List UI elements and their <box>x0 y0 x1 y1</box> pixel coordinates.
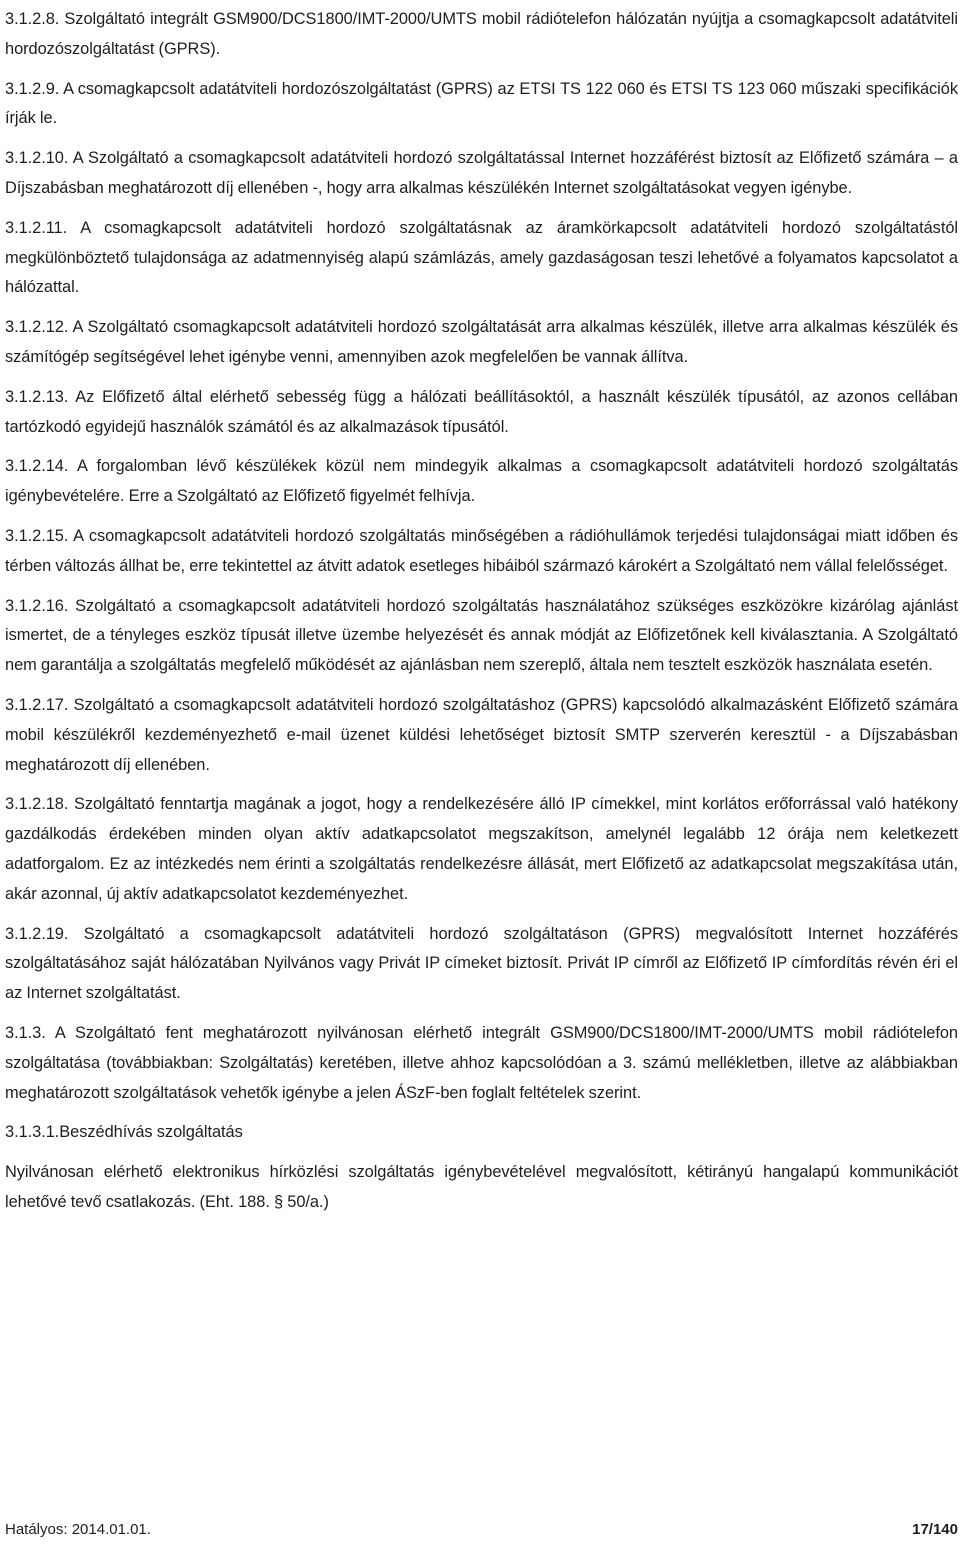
page-footer <box>5 1517 958 1543</box>
page-number: 17/140 <box>912 1521 958 1538</box>
paragraph-text: A Szolgáltató fent meghatározott nyilvánosan elérhető integrált GSM900/DCS1800/IMT-2000/UMTS mobil rádiótelefon szolgáltatása (továbbiakban: Szolgáltatás) keretében, illetve ahhoz kapcsolódóan a 3. számú mellékletben, illetve az alábbiakban meghatározott szolgáltatások vehetők igénybe a jelen ÁSzF-ben foglalt feltételek szerint. <box>5 1023 958 1102</box>
paragraph-text: A csomagkapcsolt adatátviteli hordozószolgáltatást (GPRS) az ETSI TS 122 060 és ETSI TS 123 060 műszaki specifikációk írják le. <box>5 79 958 128</box>
paragraph-3-1-2-18 <box>5 790 958 909</box>
paragraph-number: 3.1.2.9. <box>5 79 60 98</box>
effective-date: Hatályos: 2014.01.01. <box>5 1521 151 1538</box>
paragraph-text: A csomagkapcsolt adatátviteli hordozó szolgáltatásnak az áramkörkapcsolt adatátviteli hordozó szolgáltatástól megkülönböztető tulajdonsága az adatmennyiség alapú számlázás, amely gazdaságosan teszi lehetővé a folyamatos kapcsolatot a hálózattal. <box>5 218 958 297</box>
paragraph-text: A forgalomban lévő készülékek közül nem mindegyik alkalmas a csomagkapcsolt adatátviteli hordozó szolgáltatás igénybevételére. Erre a Szolgáltató az Előfizető figyelmét felhívja. <box>5 457 958 506</box>
paragraph-number: 3.1.3.1. <box>5 1123 60 1142</box>
paragraph-number: 3.1.2.17. <box>5 695 69 714</box>
paragraph-3-1-3 <box>5 1019 958 1108</box>
paragraph-text: Az Előfizető által elérhető sebesség függ a hálózati beállításoktól, a használt készülék típusától, az azonos cellában tartózkodó egyidejű használók számától és az alkalmazások típusától. <box>5 387 958 436</box>
paragraph-3-1-2-9 <box>5 75 958 135</box>
paragraph-definition <box>5 1158 958 1218</box>
paragraph-3-1-2-10 <box>5 144 958 204</box>
paragraph-3-1-2-13 <box>5 383 958 443</box>
paragraph-number: 3.1.2.19. <box>5 924 69 943</box>
paragraph-number: 3.1.2.16. <box>5 596 69 615</box>
paragraph-number: 3.1.3. <box>5 1023 46 1042</box>
section-heading-3-1-3-1 <box>5 1118 958 1148</box>
paragraph-number: 3.1.2.8. <box>5 10 60 28</box>
paragraph-text: Szolgáltató a csomagkapcsolt adatátviteli hordozó szolgáltatás használatához szükséges eszközökre kizárólag ajánlást ismertet, de a tényleges eszköz típusát illetve üzembe helyezését és annak módját az Előfizetőnek kell kiválasztania. A Szolgáltató nem garantálja a szolgáltatás megfelelő működését az ajánlásban nem szereplő, általa nem tesztelt eszközök használata esetén. <box>5 596 958 675</box>
section-heading-text: Beszédhívás szolgáltatás <box>59 1123 243 1142</box>
paragraph-text: A csomagkapcsolt adatátviteli hordozó szolgáltatás minőségében a rádióhullámok terjedési tulajdonságai miatt időben és térben változás állhat be, erre tekintettel az átvitt adatok esetleges hibáiból származó károkért a Szolgáltató nem vállal felelősséget. <box>5 526 958 575</box>
paragraph-text: A Szolgáltató csomagkapcsolt adatátviteli hordozó szolgáltatását arra alkalmas készülék, illetve arra alkalmas készülék és számítógép segítségével lehet igénybe venni, amennyiben azok megfelelően be vannak állítva. <box>5 318 958 366</box>
paragraph-text: Szolgáltató a csomagkapcsolt adatátviteli hordozó szolgáltatáshoz (GPRS) kapcsolódó alkalmazásként Előfizető számára mobil készülékről kezdeményezhető e-mail üzenet küldési lehetőséget biztosít SMTP szerverén keresztül - a Díjszabásban meghatározott díj ellenében. <box>5 695 958 774</box>
paragraph-text: A Szolgáltató a csomagkapcsolt adatátviteli hordozó szolgáltatással Internet hozzáférést biztosít az Előfizető számára – a Díjszabásban meghatározott díj ellenében -, hogy arra alkalmas készülékén Internet szolgáltatásokat vegyen igénybe. <box>5 149 958 197</box>
paragraph-text: Szolgáltató a csomagkapcsolt adatátviteli hordozó szolgáltatáson (GPRS) megvalósított Internet hozzáférés szolgáltatásához saját hálózatában Nyilvános vagy Privát IP címeket biztosít. Privát IP címről az Előfizető IP címfordítás révén éri el az Internet szolgáltatást. <box>5 924 958 1003</box>
paragraph-number: 3.1.2.10. <box>5 149 69 168</box>
paragraph-3-1-2-8 <box>5 0 958 65</box>
document-body <box>5 0 958 1218</box>
paragraph-3-1-2-12 <box>5 313 958 373</box>
paragraph-3-1-2-19 <box>5 920 958 1009</box>
paragraph-number: 3.1.2.18. <box>5 795 69 814</box>
paragraph-3-1-2-11 <box>5 214 958 303</box>
paragraph-number: 3.1.2.11. <box>5 218 68 237</box>
paragraph-3-1-2-14 <box>5 452 958 512</box>
paragraph-3-1-2-16 <box>5 592 958 681</box>
paragraph-3-1-2-17 <box>5 691 958 780</box>
paragraph-number: 3.1.2.15. <box>5 526 69 545</box>
paragraph-number: 3.1.2.14. <box>5 457 69 476</box>
paragraph-3-1-2-15 <box>5 522 958 582</box>
paragraph-text: Szolgáltató fenntartja magának a jogot, hogy a rendelkezésére álló IP címekkel, mint korlátos erőforrással való hatékony gazdálkodás érdekében minden olyan aktív adatkapcsolatot megszakítson, amelynél legalább 12 órája nem keletkezett adatforgalom. Ez az intézkedés nem érinti a szolgáltatás rendelkezésre állását, mert Előfizető az adatkapcsolat megszakítása után, akár azonnal, új aktív adatkapcsolatot kezdeményezhet. <box>5 795 958 903</box>
paragraph-number: 3.1.2.13. <box>5 387 69 406</box>
paragraph-number: 3.1.2.12. <box>5 318 69 337</box>
paragraph-text: Szolgáltató integrált GSM900/DCS1800/IMT-2000/UMTS mobil rádiótelefon hálózatán nyújtja a csomagkapcsolt adatátviteli hordozószolgáltatást (GPRS). <box>5 10 958 58</box>
paragraph-text: Nyilvánosan elérhető elektronikus hírközlési szolgáltatás igénybevételével megvalósított, kétirányú hangalapú kommunikációt lehetővé tevő csatlakozás. (Eht. 188. § 50/a.) <box>5 1163 958 1211</box>
